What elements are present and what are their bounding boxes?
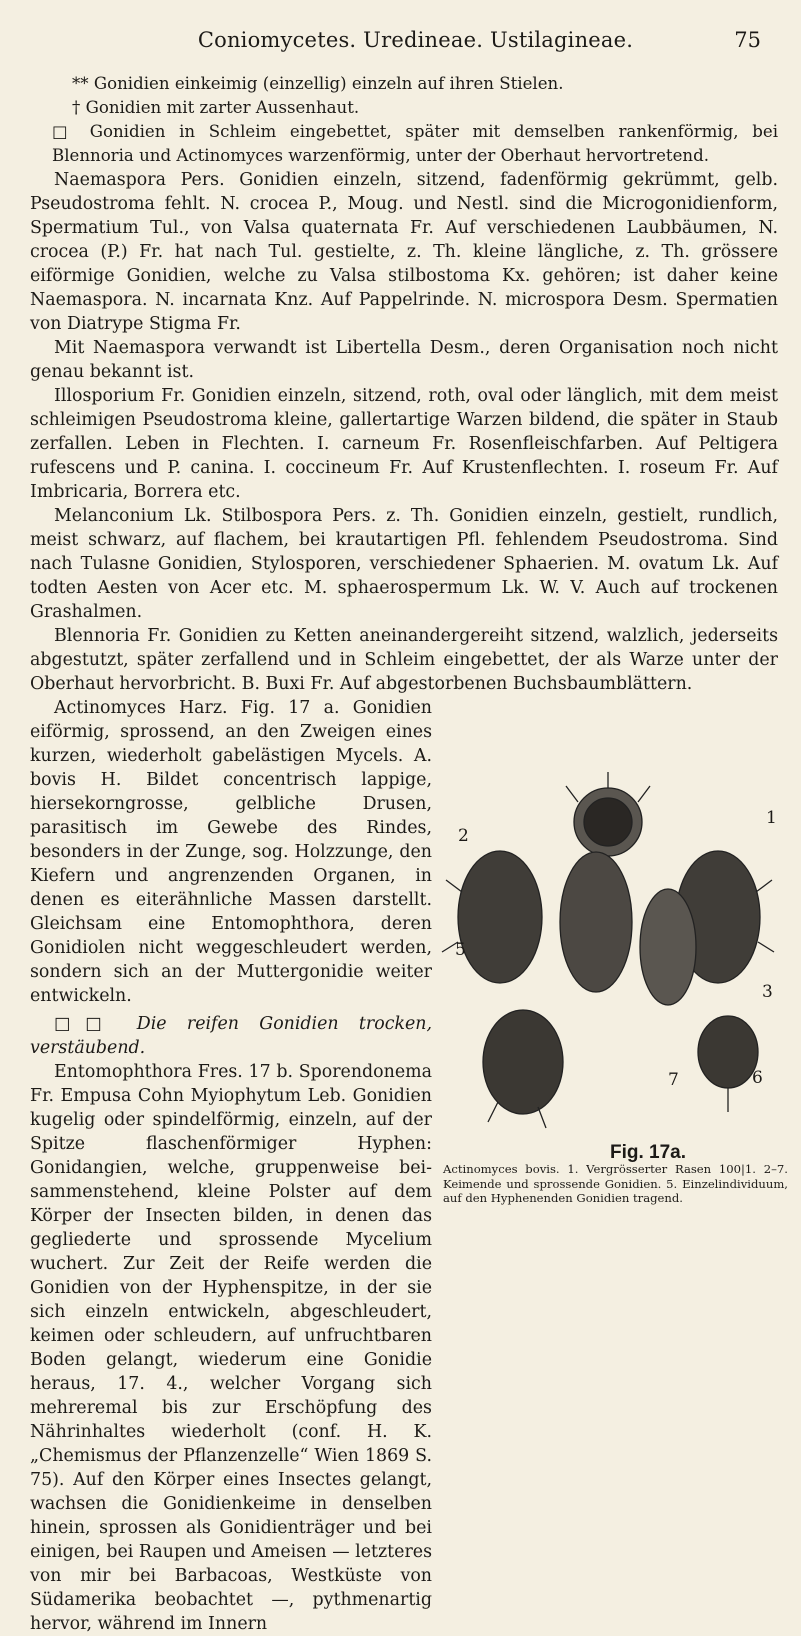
note-one-celled: ** Gonidien einkeimig (einzellig) einzeln auf ihren Stielen. bbox=[72, 74, 564, 93]
figure-number-1: 1 bbox=[766, 808, 777, 828]
paragraph-actinomyces: Actinomyces Harz. Fig. 17 a. Gonidien eiförmig, sprossend, an den Zweigen eines kurzen, wiederholt gabelästigen Mycels. A. bovis H. Bildet concentrisch lappige, hiersekorngrosse, gelbliche Drusen, parasitisch im Gewebe des Rindes, besonders in der Zunge, sog. Holzzunge, den Kiefern und angrenzenden Organen, in denen es eiterähnliche Massen darstellt. Gleichsam eine Entomophthora, deren Gonidiolen nicht weggeschleudert werden, sondern sich an der Muttergonidie weiter entwickeln. bbox=[30, 698, 432, 1006]
note-slime: □ Gonidien in Schleim eingebettet, später mit demselben rankenförmig, bei Blennoria und Actinomyces warzenförmig, unter der Oberhaut hervortretend. bbox=[52, 122, 778, 165]
note-thin-skin: † Gonidien mit zarter Aussenhaut. bbox=[72, 98, 360, 117]
figure-number-6: 6 bbox=[752, 1068, 763, 1088]
figure-number-3: 3 bbox=[762, 982, 773, 1002]
paragraph-entomophthora: Entomophthora Fres. 17 b. Sporendonema Fr. Empusa Cohn Myiophytum Leb. Gonidien kugelig oder spindelförmig, einzeln, auf der Spitze flaschenförmiger Hyphen: Gonidangien, welche, gruppenweise bei- sammenstehend, kleine Polster auf dem Körper der Insecten bilden, in denen das gegliederte und sprossende Mycelium wuchert. Zur Zeit der Reife werden die Gonidien von der Hyphenspitze, in der sie sich einzeln entwickeln, abgeschleudert, keimen oder schleudern, auf unfruchtbaren Boden gelangt, wiederum eine Gonidie heraus, 17. 4., welcher Vorgang sich mehreremal bis zur Erschöpfung des Nährinhaltes wiederholt (conf. H. K. „Chemismus der Pflanzenzelle“ Wien 1869 S. 75). Auf den Körper eines Insectes gelangt, wachsen die Gonidienkeime in denselben hinein, sprossen als Gonidienträger und bei einigen, bei Raupen und Ameisen — letzteres von mir bei Barbacoas, Westküste von Südamerika beobachtet —, pythmenartig hervor, während im Innern bbox=[30, 1062, 432, 1634]
figure-label: Fig. 17a. bbox=[610, 1142, 687, 1163]
paragraph-melanconium: Melanconium Lk. Stilbospora Pers. z. Th. Gonidien einzeln, gestielt, rundlich, meist schwarz, auf flachem, bei krautartigen Pfl. fehlendem Pseudostroma. Sind nach Tulasne Gonidien, Stylosporen, verschiedener Sphaerien. M. ovatum Lk. Auf todten Aesten von Acer etc. M. sphaerospermum Lk. W. V. Auch auf trockenen Grashalmen. bbox=[30, 506, 778, 622]
figure-number-4: 4 bbox=[664, 1004, 675, 1024]
paragraph-blennoria: Blennoria Fr. Gonidien zu Ketten aneinandergereiht sitzend, walzlich, jederseits abgestutzt, später zerfallend und in Schleim eingebettet, der als Warze unter der Oberhaut hervorbricht. B. Buxi Fr. Auf abgestorbenen Buchsbaumblättern. bbox=[30, 626, 778, 694]
page-number: 75 bbox=[734, 28, 761, 52]
note-ripe-gonidia: □□ Die reifen Gonidien trocken, verstäubend. bbox=[30, 1014, 432, 1058]
figure-number-5: 5 bbox=[455, 940, 466, 960]
running-header bbox=[70, 28, 761, 56]
running-title: Coniomycetes. Uredineae. Ustilagineae. bbox=[197, 28, 634, 52]
figure-illustration bbox=[428, 772, 790, 1152]
paragraph-naemaspora: Naemaspora Pers. Gonidien einzeln, sitzend, fadenförmig gekrümmt, gelb. Pseudostroma fehlt. N. crocea P., Moug. und Nestl. sind die Microgonidienform, Spermatium Tul., von Valsa quaternata Fr. Auf verschiedenen Laubbäumen, N. crocea (P.) Fr. hat nach Tul. gestielte, z. Th. kleine längliche, z. Th. grössere eiförmige Gonidien, welche zu Valsa stilbostoma Kx. gehören; ist daher keine Naemaspora. N. incarnata Knz. Auf Pappelrinde. N. microspora Desm. Spermatien von Diatrype Stigma Fr. bbox=[30, 170, 778, 334]
key-notes bbox=[30, 72, 778, 168]
figure-number-7: 7 bbox=[668, 1070, 679, 1090]
paragraph-illosporium: Illosporium Fr. Gonidien einzeln, sitzend, roth, oval oder länglich, mit dem meist schleimigen Pseudostroma kleine, gallertartige Warzen bildend, die später in Staub zerfallen. Leben in Flechten. I. carneum Fr. Rosenfleischfarben. Auf Peltigera rufescens und P. canina. I. coccineum Fr. Auf Krustenflechten. I. roseum Fr. Auf Imbricaria, Borrera etc. bbox=[30, 386, 778, 502]
figure-number-2: 2 bbox=[458, 826, 469, 846]
figure-actinomyces bbox=[428, 772, 790, 1227]
paragraph-libertella: Mit Naemaspora verwandt ist Libertella Desm., deren Organisation noch nicht genau bekannt ist. bbox=[30, 338, 778, 382]
figure-caption: Actinomyces bovis. 1. Vergrösserter Rasen 100|1. 2–7. Keimende und sprossende Gonidien. 5. Einzelindividuum, auf den Hyphenenden Gonidien tragend. bbox=[443, 1162, 788, 1205]
